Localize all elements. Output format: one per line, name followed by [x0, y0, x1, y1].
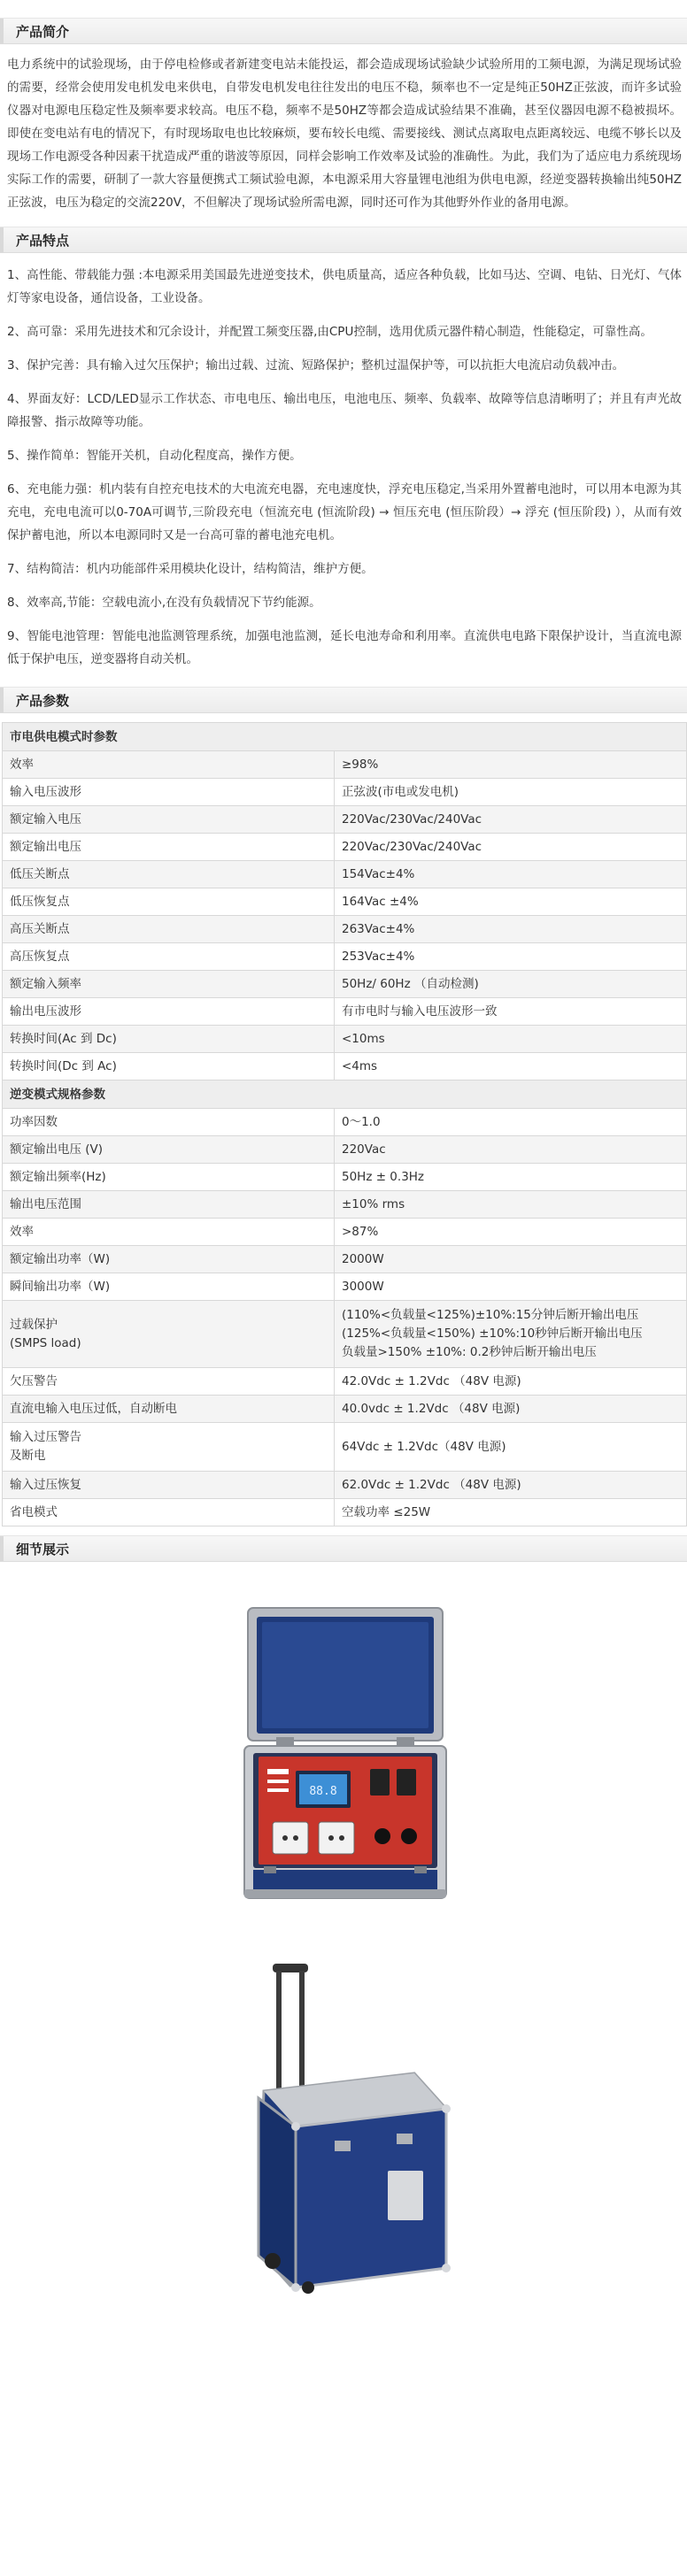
- feature-item: 2、高可靠：采用先进技术和冗余设计，并配置工频变压器,由CPU控制，选用优质元器件精心制造，性能稳定，可靠性高。: [7, 325, 652, 339]
- table-row: [3, 916, 687, 943]
- spec-key: 高压恢复点: [3, 943, 335, 971]
- spec-key-line: 过载保护: [10, 1317, 58, 1332]
- section-title-features: 产品特点: [16, 232, 70, 249]
- spec-key: 额定输入频率: [3, 971, 335, 998]
- spec-value: 220Vac: [335, 1136, 687, 1164]
- spec-key: 直流电输入电压过低，自动断电: [3, 1396, 335, 1423]
- spec-key: 输入过压恢复: [3, 1472, 335, 1499]
- section-header-params: [0, 687, 687, 713]
- feature-item: 6、充电能力强：机内装有自控充电技术的大电流充电器，充电速度快，浮充电压稳定,当采用外置蓄电池时，可以用本电源为其充电，充电电流可以0-70A可调节,三阶段充电（恒流充电 (恒流阶段) → 恒压充电 (恒压阶段）→ 浮充 (恒压阶段) ），从而有效保护蓄电池，所以本电源同时又是一台高可靠的蓄电池充电机。: [7, 482, 682, 542]
- spec-value: 220Vac/230Vac/240Vac: [335, 806, 687, 834]
- section-title-params: 产品参数: [16, 692, 70, 709]
- spec-value: <4ms: [335, 1053, 687, 1080]
- table-row: [3, 943, 687, 971]
- spec-key: 额定输出频率(Hz): [3, 1164, 335, 1191]
- spec-table-wrapper: [0, 713, 687, 1526]
- table-row: [3, 1109, 687, 1136]
- spec-value: 64Vdc ± 1.2Vdc（48V 电源): [335, 1423, 687, 1472]
- spec-group-label: 逆变模式规格参数: [3, 1080, 687, 1109]
- table-row: [3, 1164, 687, 1191]
- spec-key: 转换时间(Dc 到 Ac): [3, 1053, 335, 1080]
- table-row: [3, 888, 687, 916]
- spec-key: 输出电压范围: [3, 1191, 335, 1219]
- section-header-intro: [0, 18, 687, 44]
- spec-value: 50Hz ± 0.3Hz: [335, 1164, 687, 1191]
- spec-key: 输入电压波形: [3, 779, 335, 806]
- spec-key: 省电模式: [3, 1499, 335, 1526]
- table-row: [3, 779, 687, 806]
- spec-key: 效率: [3, 751, 335, 779]
- table-row: [3, 1368, 687, 1396]
- spec-value: 220Vac/230Vac/240Vac: [335, 834, 687, 861]
- spec-value: 3000W: [335, 1273, 687, 1301]
- table-row: [3, 1423, 687, 1472]
- table-row: [3, 1136, 687, 1164]
- table-row: [3, 998, 687, 1026]
- spec-key-line: 及断电: [10, 1449, 46, 1463]
- spec-key: 额定输出电压 (V): [3, 1136, 335, 1164]
- spec-value: 0～1.0: [335, 1109, 687, 1136]
- feature-list: [0, 253, 687, 687]
- spec-value: 40.0vdc ± 1.2Vdc （48V 电源): [335, 1396, 687, 1423]
- spec-value-line: (125%<负载量<150%) ±10%:10秒钟后断开输出电压: [342, 1326, 643, 1341]
- spec-key-line: 输入过压警告: [10, 1430, 81, 1444]
- spec-value: ±10% rms: [335, 1191, 687, 1219]
- feature-item: 8、效率高,节能：空载电流小,在没有负载情况下节约能源。: [7, 596, 321, 610]
- spec-value: 263Vac±4%: [335, 916, 687, 943]
- spec-key-line: (SMPS load): [10, 1335, 81, 1350]
- spec-value: >87%: [335, 1219, 687, 1246]
- spec-value-line: 负载量>150% ±10%: 0.2秒钟后断开输出电压: [342, 1345, 597, 1359]
- spec-key: 输出电压波形: [3, 998, 335, 1026]
- table-row: [3, 1301, 687, 1368]
- spec-value: 正弦波(市电或发电机): [335, 779, 687, 806]
- spec-key: 额定输出功率（W): [3, 1246, 335, 1273]
- spec-value: ≥98%: [335, 751, 687, 779]
- spec-key: 欠压警告: [3, 1368, 335, 1396]
- spec-key: 高压关断点: [3, 916, 335, 943]
- spec-key: 低压关断点: [3, 861, 335, 888]
- table-row: [3, 1246, 687, 1273]
- section-title-details: 细节展示: [16, 1541, 70, 1557]
- spec-key: [3, 1423, 335, 1472]
- section-marker: [0, 1536, 4, 1561]
- spec-key: 转换时间(Ac 到 Dc): [3, 1026, 335, 1053]
- table-row: [3, 1219, 687, 1246]
- spec-value: 50Hz/ 60Hz （自动检测): [335, 971, 687, 998]
- spec-value: 42.0Vdc ± 1.2Vdc （48V 电源): [335, 1368, 687, 1396]
- spec-value: 有市电时与输入电压波形一致: [335, 998, 687, 1026]
- product-photos: [0, 1562, 687, 2323]
- table-row: [3, 861, 687, 888]
- feature-item: 9、智能电池管理：智能电池监测管理系统，加强电池监测，延长电池寿命和利用率。直流供电电路下限保护设计，当直流电源低于保护电压，逆变器将自动关机。: [7, 629, 682, 666]
- table-row: [3, 1026, 687, 1053]
- section-marker: [0, 19, 4, 43]
- spec-group-row: [3, 1080, 687, 1109]
- table-row: [3, 971, 687, 998]
- spec-value: [335, 1301, 687, 1368]
- section-header-details: [0, 1535, 687, 1562]
- spec-key: 额定输入电压: [3, 806, 335, 834]
- spec-value: 2000W: [335, 1246, 687, 1273]
- table-row: [3, 1396, 687, 1423]
- section-title-intro: 产品简介: [16, 23, 70, 40]
- spec-value: 154Vac±4%: [335, 861, 687, 888]
- spec-table: [2, 722, 687, 1526]
- spec-value: 253Vac±4%: [335, 943, 687, 971]
- intro-paragraph: 电力系统中的试验现场，由于停电检修或者新建变电站未能投运，都会造成现场试验缺少试验所用的工频电源，为满足现场试验的需要，经常会使用发电机发电来供电，自带发电机发电往往发出的电压不稳，频率也不一定是纯正50HZ正弦波，而许多试验仪器对电源电压稳定性及频率要求较高。电压不稳，频率不是50HZ等都会造成试验结果不准确，甚至仪器因电源不稳被损坏。即使在变电站有电的情况下，有时现场取电也比较麻烦，要布较长电缆、需要接线、测试点离取电点距离较远、电缆不够长以及现场工作电源受各种因素干扰造成严重的谐波等原因，同样会影响工作效率及试验的准确性。为此，我们为了适应电力系统现场实际工作的需要，研制了一款大容量便携式工频试验电源，本电源采用大容量锂电池组为供电电源，经逆变器转换输出纯50HZ正弦波，电压为稳定的交流220V，不但解决了现场试验所需电源，同时还可作为其他野外作业的备用电源。: [7, 58, 682, 210]
- product-photo-open-case: [241, 1604, 450, 1905]
- feature-item: 1、高性能、带载能力强 :本电源采用美国最先进逆变技术，供电质量高，适应各种负载，比如马达、空调、电钻、日光灯、气体灯等家电设备，通信设备，工业设备。: [7, 268, 682, 305]
- lcd-readout: 88.8: [309, 1785, 337, 1798]
- feature-item: 4、界面友好：LCD/LED显示工作状态、市电电压、输出电压，电池电压、频率、负载率、故障等信息清晰明了；并且有声光故障报警、指示故障等功能。: [7, 392, 682, 429]
- spec-key: 效率: [3, 1219, 335, 1246]
- table-row: [3, 1273, 687, 1301]
- spec-value-line: (110%<负载量<125%)±10%:15分钟后断开输出电压: [342, 1308, 639, 1322]
- feature-item: 3、保护完善：具有输入过欠压保护；输出过载、过流、短路保护；整机过温保护等，可以抗拒大电流启动负载冲击。: [7, 358, 625, 373]
- table-row: [3, 1499, 687, 1526]
- feature-item: 5、操作简单：智能开关机，自动化程度高，操作方便。: [7, 449, 302, 463]
- spec-key: [3, 1301, 335, 1368]
- table-row: [3, 806, 687, 834]
- table-row: [3, 1191, 687, 1219]
- spec-key: 瞬间输出功率（W): [3, 1273, 335, 1301]
- section-header-features: [0, 227, 687, 253]
- table-row: [3, 834, 687, 861]
- spec-value: 164Vac ±4%: [335, 888, 687, 916]
- table-row: [3, 1053, 687, 1080]
- product-photo-trolley-case: [237, 1958, 455, 2295]
- section-marker: [0, 688, 4, 712]
- table-row: [3, 751, 687, 779]
- spec-value: <10ms: [335, 1026, 687, 1053]
- spec-group-label: 市电供电模式时参数: [3, 723, 687, 751]
- section-marker: [0, 227, 4, 252]
- spec-value: 空载功率 ≤25W: [335, 1499, 687, 1526]
- spec-key: 额定输出电压: [3, 834, 335, 861]
- spec-key: 低压恢复点: [3, 888, 335, 916]
- spec-value: 62.0Vdc ± 1.2Vdc （48V 电源): [335, 1472, 687, 1499]
- feature-item: 7、结构简洁：机内功能部件采用模块化设计，结构简洁，维护方便。: [7, 562, 374, 576]
- spec-group-row: [3, 723, 687, 751]
- table-row: [3, 1472, 687, 1499]
- spec-key: 功率因数: [3, 1109, 335, 1136]
